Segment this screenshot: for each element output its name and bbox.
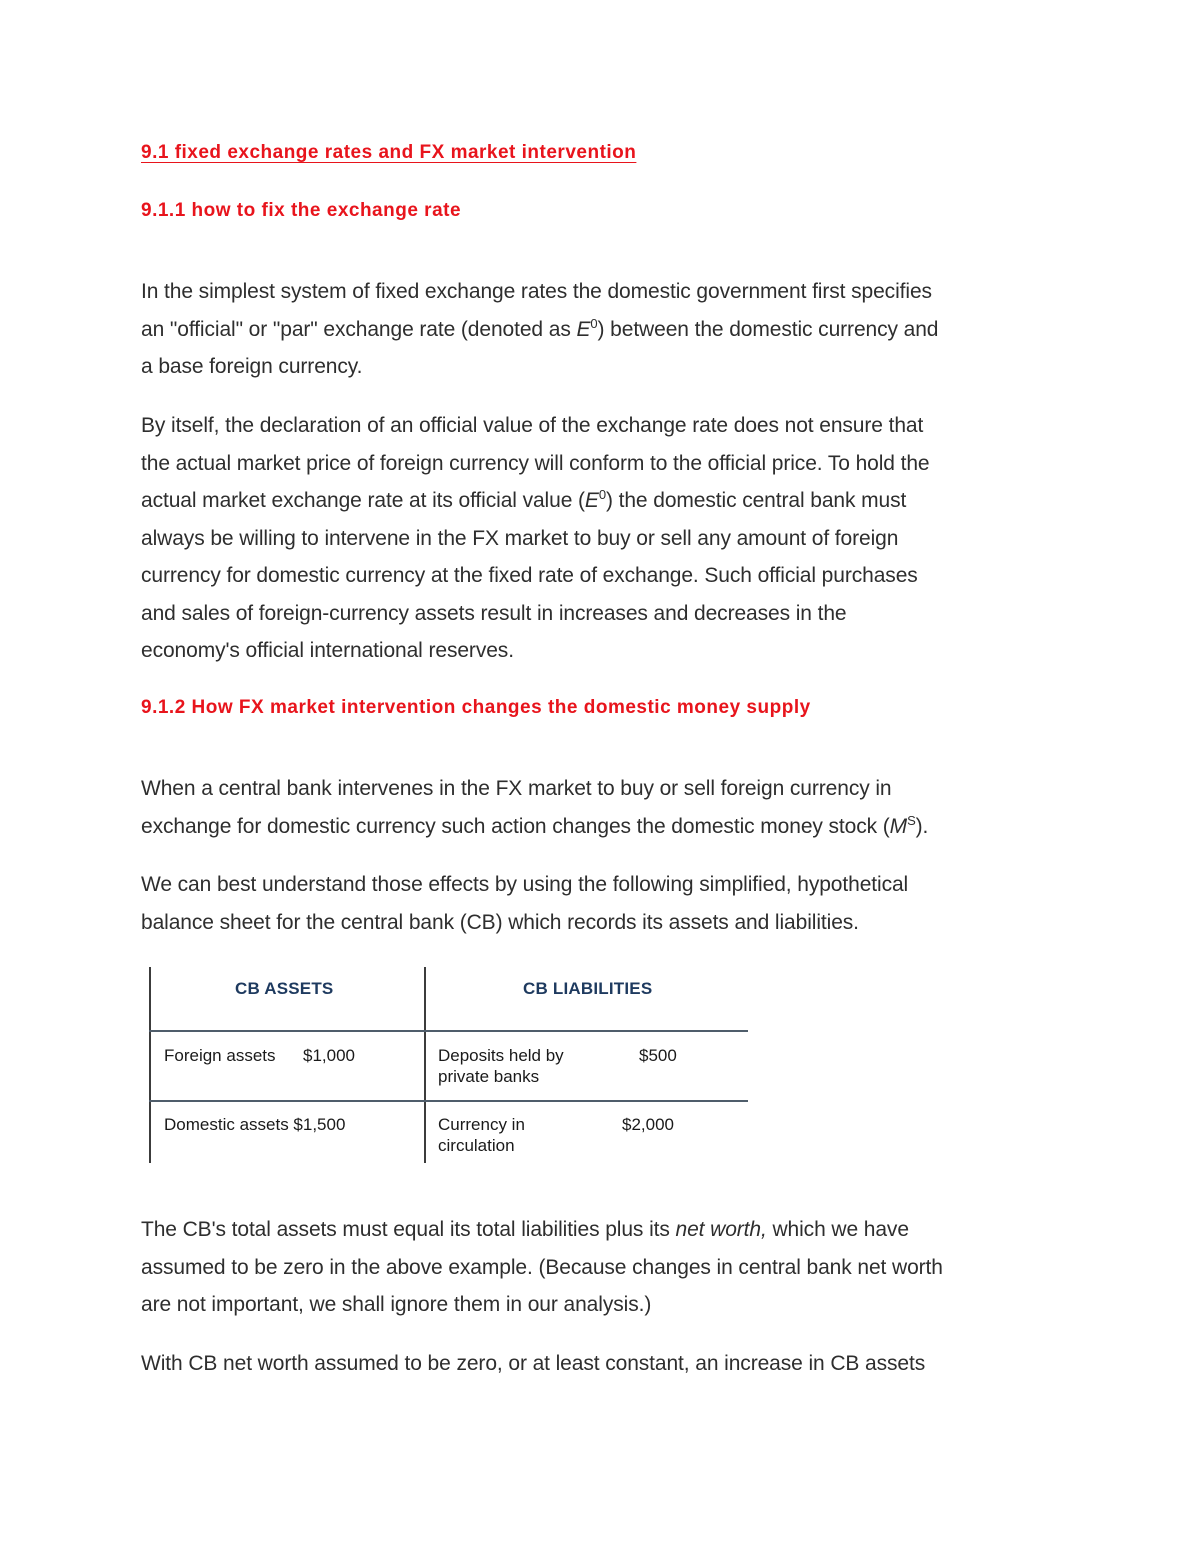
paragraph-line — [141, 311, 1061, 349]
paragraph-line: assumed to be zero in the above example. (Because changes in central bank net worth — [141, 1255, 943, 1279]
paragraph-balance-sheet-intro — [141, 866, 1061, 941]
paragraph-line — [141, 808, 1061, 846]
liability-label: Currency in — [438, 1115, 525, 1134]
column-header-assets: CB ASSETS — [235, 979, 334, 998]
text-run: an "official" or "par" exchange rate (denoted as — [141, 317, 577, 341]
text-run: which we have — [766, 1218, 909, 1241]
symbol-e: E — [584, 489, 599, 512]
text-run: ). — [915, 814, 929, 838]
paragraph-line: always be willing to intervene in the FX market to buy or sell any amount of foreign — [141, 526, 899, 550]
paragraph-intervention — [141, 770, 1061, 845]
liability-label: private banks — [438, 1067, 540, 1086]
liability-label: Deposits held by — [438, 1046, 564, 1065]
subsection-heading-9-1-2: 9.1.2 How FX market intervention changes the domestic money supply — [141, 697, 811, 718]
table-divider — [149, 1100, 748, 1102]
subsection-heading-9-1-1: 9.1.1 how to fix the exchange rate — [141, 200, 462, 221]
asset-value: $1,000 — [303, 1046, 355, 1065]
paragraph-line: balance sheet for the central bank (CB) which records its assets and liabilities. — [141, 910, 859, 934]
asset-label: Domestic assets $1,500 — [164, 1115, 346, 1134]
superscript: S — [907, 812, 916, 828]
text-run: The CB's total assets must equal its total liabilities plus its — [141, 1218, 676, 1241]
table-divider — [149, 967, 151, 1163]
paragraph-line: currency for domestic currency at the fixed rate of exchange. Such official purchases — [141, 564, 918, 587]
paragraph-fixed-rate-intro — [141, 273, 1061, 386]
paragraph-line: By itself, the declaration of an official value of the exchange rate does not ensure that — [141, 414, 924, 437]
text-run: actual market exchange rate at its official value ( — [141, 489, 585, 512]
liability-label: circulation — [438, 1136, 515, 1155]
paragraph-official-value — [141, 407, 1061, 670]
paragraph-line: are not important, we shall ignore them in our analysis.) — [141, 1293, 652, 1316]
table-divider — [424, 967, 426, 1163]
liability-value: $500 — [639, 1046, 677, 1065]
paragraph-line: the actual market price of foreign currency will conform to the official price. To hold the — [141, 451, 930, 475]
paragraph-line: With CB net worth assumed to be zero, or at least constant, an increase in CB assets — [141, 1352, 926, 1375]
text-run: ) between the domestic currency and — [597, 317, 939, 341]
text-run: exchange for domestic currency such action changes the domestic money stock ( — [141, 814, 890, 838]
column-header-liabilities: CB LIABILITIES — [523, 979, 653, 998]
paragraph-constant-net-worth — [141, 1345, 1061, 1383]
paragraph-line: a base foreign currency. — [141, 355, 363, 378]
table-divider — [149, 1030, 748, 1032]
paragraph-line — [141, 482, 1061, 520]
liability-value: $2,000 — [622, 1115, 674, 1134]
paragraph-line: We can best understand those effects by using the following simplified, hypothetical — [141, 873, 909, 896]
paragraph-line: and sales of foreign-currency assets result in increases and decreases in the — [141, 601, 847, 625]
balance-sheet-table — [149, 967, 748, 1163]
section-heading-9-1: 9.1 fixed exchange rates and FX market intervention — [141, 142, 637, 163]
paragraph-line: In the simplest system of fixed exchange rates the domestic government first specifies — [141, 280, 932, 303]
text-run: ) the domestic central bank must — [605, 489, 907, 512]
paragraph-line — [141, 1211, 1061, 1249]
paragraph-net-worth — [141, 1211, 1061, 1324]
emphasis: net worth, — [675, 1218, 767, 1241]
symbol-e: E — [576, 317, 591, 341]
asset-label: Foreign assets — [164, 1046, 276, 1065]
paragraph-line: economy's official international reserves. — [141, 639, 514, 662]
paragraph-line: When a central bank intervenes in the FX market to buy or sell foreign currency in — [141, 777, 892, 800]
superscript: 0 — [590, 315, 598, 331]
superscript: 0 — [598, 487, 606, 502]
symbol-m: M — [889, 814, 908, 838]
